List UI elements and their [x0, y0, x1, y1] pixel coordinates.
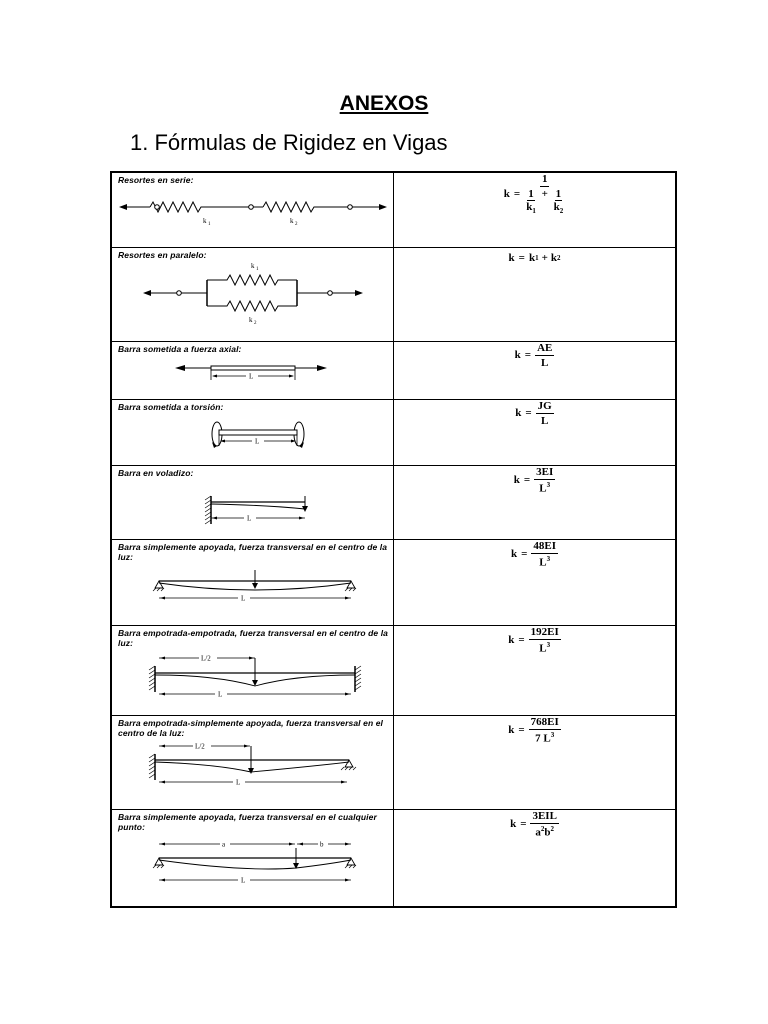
formula-equals: =: [520, 817, 527, 830]
fraction-denominator: [537, 640, 552, 655]
k1-label: k: [202, 217, 206, 225]
table-row: [111, 465, 676, 539]
table-row: [111, 172, 676, 247]
b-length-label: b: [319, 840, 323, 848]
diagram-cell: [111, 247, 394, 341]
diagram-cell: [111, 465, 394, 539]
table-row: [111, 715, 676, 809]
case-label: Barra sometida a fuerza axial:: [118, 343, 242, 354]
formula-simply-supported-center: [511, 540, 558, 569]
formula-cell: [394, 247, 677, 341]
fraction: [530, 810, 558, 839]
exponent: 2: [550, 824, 555, 833]
exponent: 2: [540, 824, 545, 833]
formula-cell: [394, 809, 677, 907]
case-label: Resortes en serie:: [118, 175, 194, 185]
table-row: [111, 399, 676, 465]
formula-cell: [394, 715, 677, 809]
denominator-base: L: [539, 556, 547, 569]
formula-equals: =: [513, 188, 521, 201]
fraction-numerator: 192EI: [530, 625, 559, 638]
case-label: Barra simplemente apoyada, fuerza transversal en el centro de la luz:: [118, 541, 388, 562]
k1-label: k: [250, 261, 254, 270]
exponent: 3: [546, 640, 551, 649]
springs-series-diagram: [115, 185, 391, 237]
formula-lhs: k: [508, 723, 515, 736]
formula-lhs: k: [510, 547, 518, 560]
fraction: [535, 342, 554, 369]
inner-denominator: [526, 201, 536, 215]
fraction: [536, 400, 554, 427]
formula-cell: [394, 399, 677, 465]
case-label: Barra empotrada-empotrada, fuerza transversal en el centro de la luz:: [118, 627, 388, 648]
exponent: 3: [546, 480, 551, 489]
length-label: L: [235, 778, 240, 786]
formula-torsion: [515, 400, 553, 427]
fraction-numerator: 3EI: [536, 465, 554, 478]
diagram-cell: [111, 172, 394, 247]
diagram-cell: [111, 341, 394, 399]
formula-equals: =: [518, 723, 525, 736]
plus-sign: +: [541, 251, 548, 264]
table-row: [111, 539, 676, 625]
formula-lhs: k: [508, 633, 515, 646]
length-label: L: [240, 876, 245, 884]
formula-parallel: [509, 252, 561, 264]
fraction: [529, 626, 561, 655]
length-label: L: [254, 437, 259, 445]
fraction-denominator: [533, 824, 556, 839]
case-label: Barra sometida a torsión:: [118, 401, 224, 412]
torsion-bar-diagram: [115, 412, 391, 460]
formula-lhs: k: [514, 349, 521, 361]
diagram-cell: [111, 715, 394, 809]
k1-subscript: 1: [207, 222, 210, 227]
formula-equals: =: [525, 407, 532, 419]
k2-subscript: 2: [294, 222, 297, 227]
fraction-denominator: L: [541, 356, 549, 369]
length-label: L: [217, 690, 222, 698]
k2-label: k: [289, 217, 293, 225]
subscript: 1: [532, 207, 536, 216]
section-heading: 1. Fórmulas de Rigidez en Vigas: [130, 130, 448, 155]
stiffness-formulas-table: [110, 171, 677, 908]
fraction-denominator: [537, 480, 552, 495]
a-length-label: a: [221, 840, 225, 848]
fraction: [524, 173, 565, 215]
formula-equals: =: [518, 633, 525, 646]
formula-cell: [394, 625, 677, 715]
case-label: Barra en voladizo:: [118, 467, 194, 478]
denominator-b: b: [544, 826, 551, 839]
document-title: ANEXOS: [339, 92, 429, 115]
formula-equals: =: [521, 547, 528, 560]
fraction-denominator: [533, 730, 556, 745]
axial-bar-diagram: [115, 354, 391, 394]
subscript: 2: [559, 207, 564, 216]
exponent: 3: [546, 554, 551, 563]
formula-equals: =: [518, 251, 525, 264]
formula-fixed-fixed: [508, 626, 561, 655]
subscript: 1: [535, 253, 539, 262]
formula-cell: [394, 172, 677, 247]
fraction-denominator: [537, 554, 552, 569]
k-symbol: k: [550, 251, 557, 264]
length-label: L: [246, 514, 251, 522]
length-label: L: [248, 372, 253, 380]
formula-cell: [394, 539, 677, 625]
formula-cell: [394, 465, 677, 539]
formula-simply-any-point: [510, 810, 559, 839]
formula-equals: =: [524, 349, 532, 361]
fraction-numerator: JG: [537, 399, 552, 412]
denominator-base: L: [539, 482, 547, 495]
inner-numerator: 1: [555, 188, 562, 200]
fraction-numerator: 1: [541, 173, 548, 185]
simply-supported-any-point-diagram: [115, 832, 391, 904]
cantilever-diagram: [115, 478, 391, 536]
inner-fraction: [554, 188, 564, 215]
k2-label: k: [248, 315, 252, 324]
formula-lhs: k: [508, 251, 515, 264]
formula-axial: [515, 342, 555, 369]
formula-lhs: k: [513, 473, 520, 486]
denominator-base: L: [539, 642, 547, 655]
fraction-numerator: 768EI: [530, 715, 559, 728]
formula-cantilever: [514, 466, 556, 495]
fraction-denominator: [524, 187, 565, 215]
denominator-base: 7 L: [535, 732, 551, 745]
formula-equals: =: [523, 473, 531, 486]
half-length-label: L/2: [194, 742, 205, 750]
k2-subscript: 2: [253, 320, 256, 326]
diagram-cell: [111, 809, 394, 907]
formula-cell: [394, 341, 677, 399]
fraction: [531, 540, 558, 569]
formula-lhs: k: [510, 817, 517, 830]
fraction-numerator: AE: [537, 341, 553, 354]
length-label: L: [240, 594, 245, 602]
fraction-numerator: 48EI: [533, 539, 557, 552]
springs-parallel-diagram: [115, 260, 391, 338]
inner-numerator: 1: [528, 188, 534, 200]
formula-lhs: k: [515, 407, 522, 419]
fixed-fixed-center-diagram: [115, 648, 391, 712]
plus-sign: +: [541, 188, 548, 200]
table-row: [111, 809, 676, 907]
exponent: 3: [550, 730, 555, 739]
case-label: Barra simplemente apoyada, fuerza transversal en el cualquier punto:: [118, 811, 377, 832]
formula-lhs: k: [503, 188, 510, 201]
half-length-label: L/2: [200, 654, 211, 662]
diagram-cell: [111, 625, 394, 715]
case-label: Resortes en paralelo:: [118, 249, 207, 260]
inner-denominator: [554, 201, 564, 215]
table-row: [111, 625, 676, 715]
k-symbol: k: [528, 251, 536, 264]
simply-supported-center-diagram: [115, 562, 391, 622]
diagram-cell: [111, 539, 394, 625]
diagram-cell: [111, 399, 394, 465]
k-symbol: k: [526, 201, 533, 213]
case-label: Barra empotrada-simplemente apoyada, fuerza transversal en el centro de la luz:: [118, 717, 383, 738]
fraction: [534, 466, 555, 495]
fraction: [529, 716, 561, 745]
k-symbol: k: [553, 201, 560, 213]
fraction-numerator: 3EIL: [532, 809, 557, 822]
denominator-a: a: [535, 826, 541, 839]
fraction-denominator: L: [541, 414, 549, 427]
inner-fraction: [526, 188, 536, 215]
table-row: [111, 341, 676, 399]
table-row: [111, 247, 676, 341]
subscript: 2: [556, 253, 561, 262]
formula-fixed-simply: [508, 716, 561, 745]
formula-series: [504, 173, 565, 215]
fixed-simply-supported-diagram: [115, 738, 391, 804]
k1-subscript: 1: [255, 266, 258, 272]
